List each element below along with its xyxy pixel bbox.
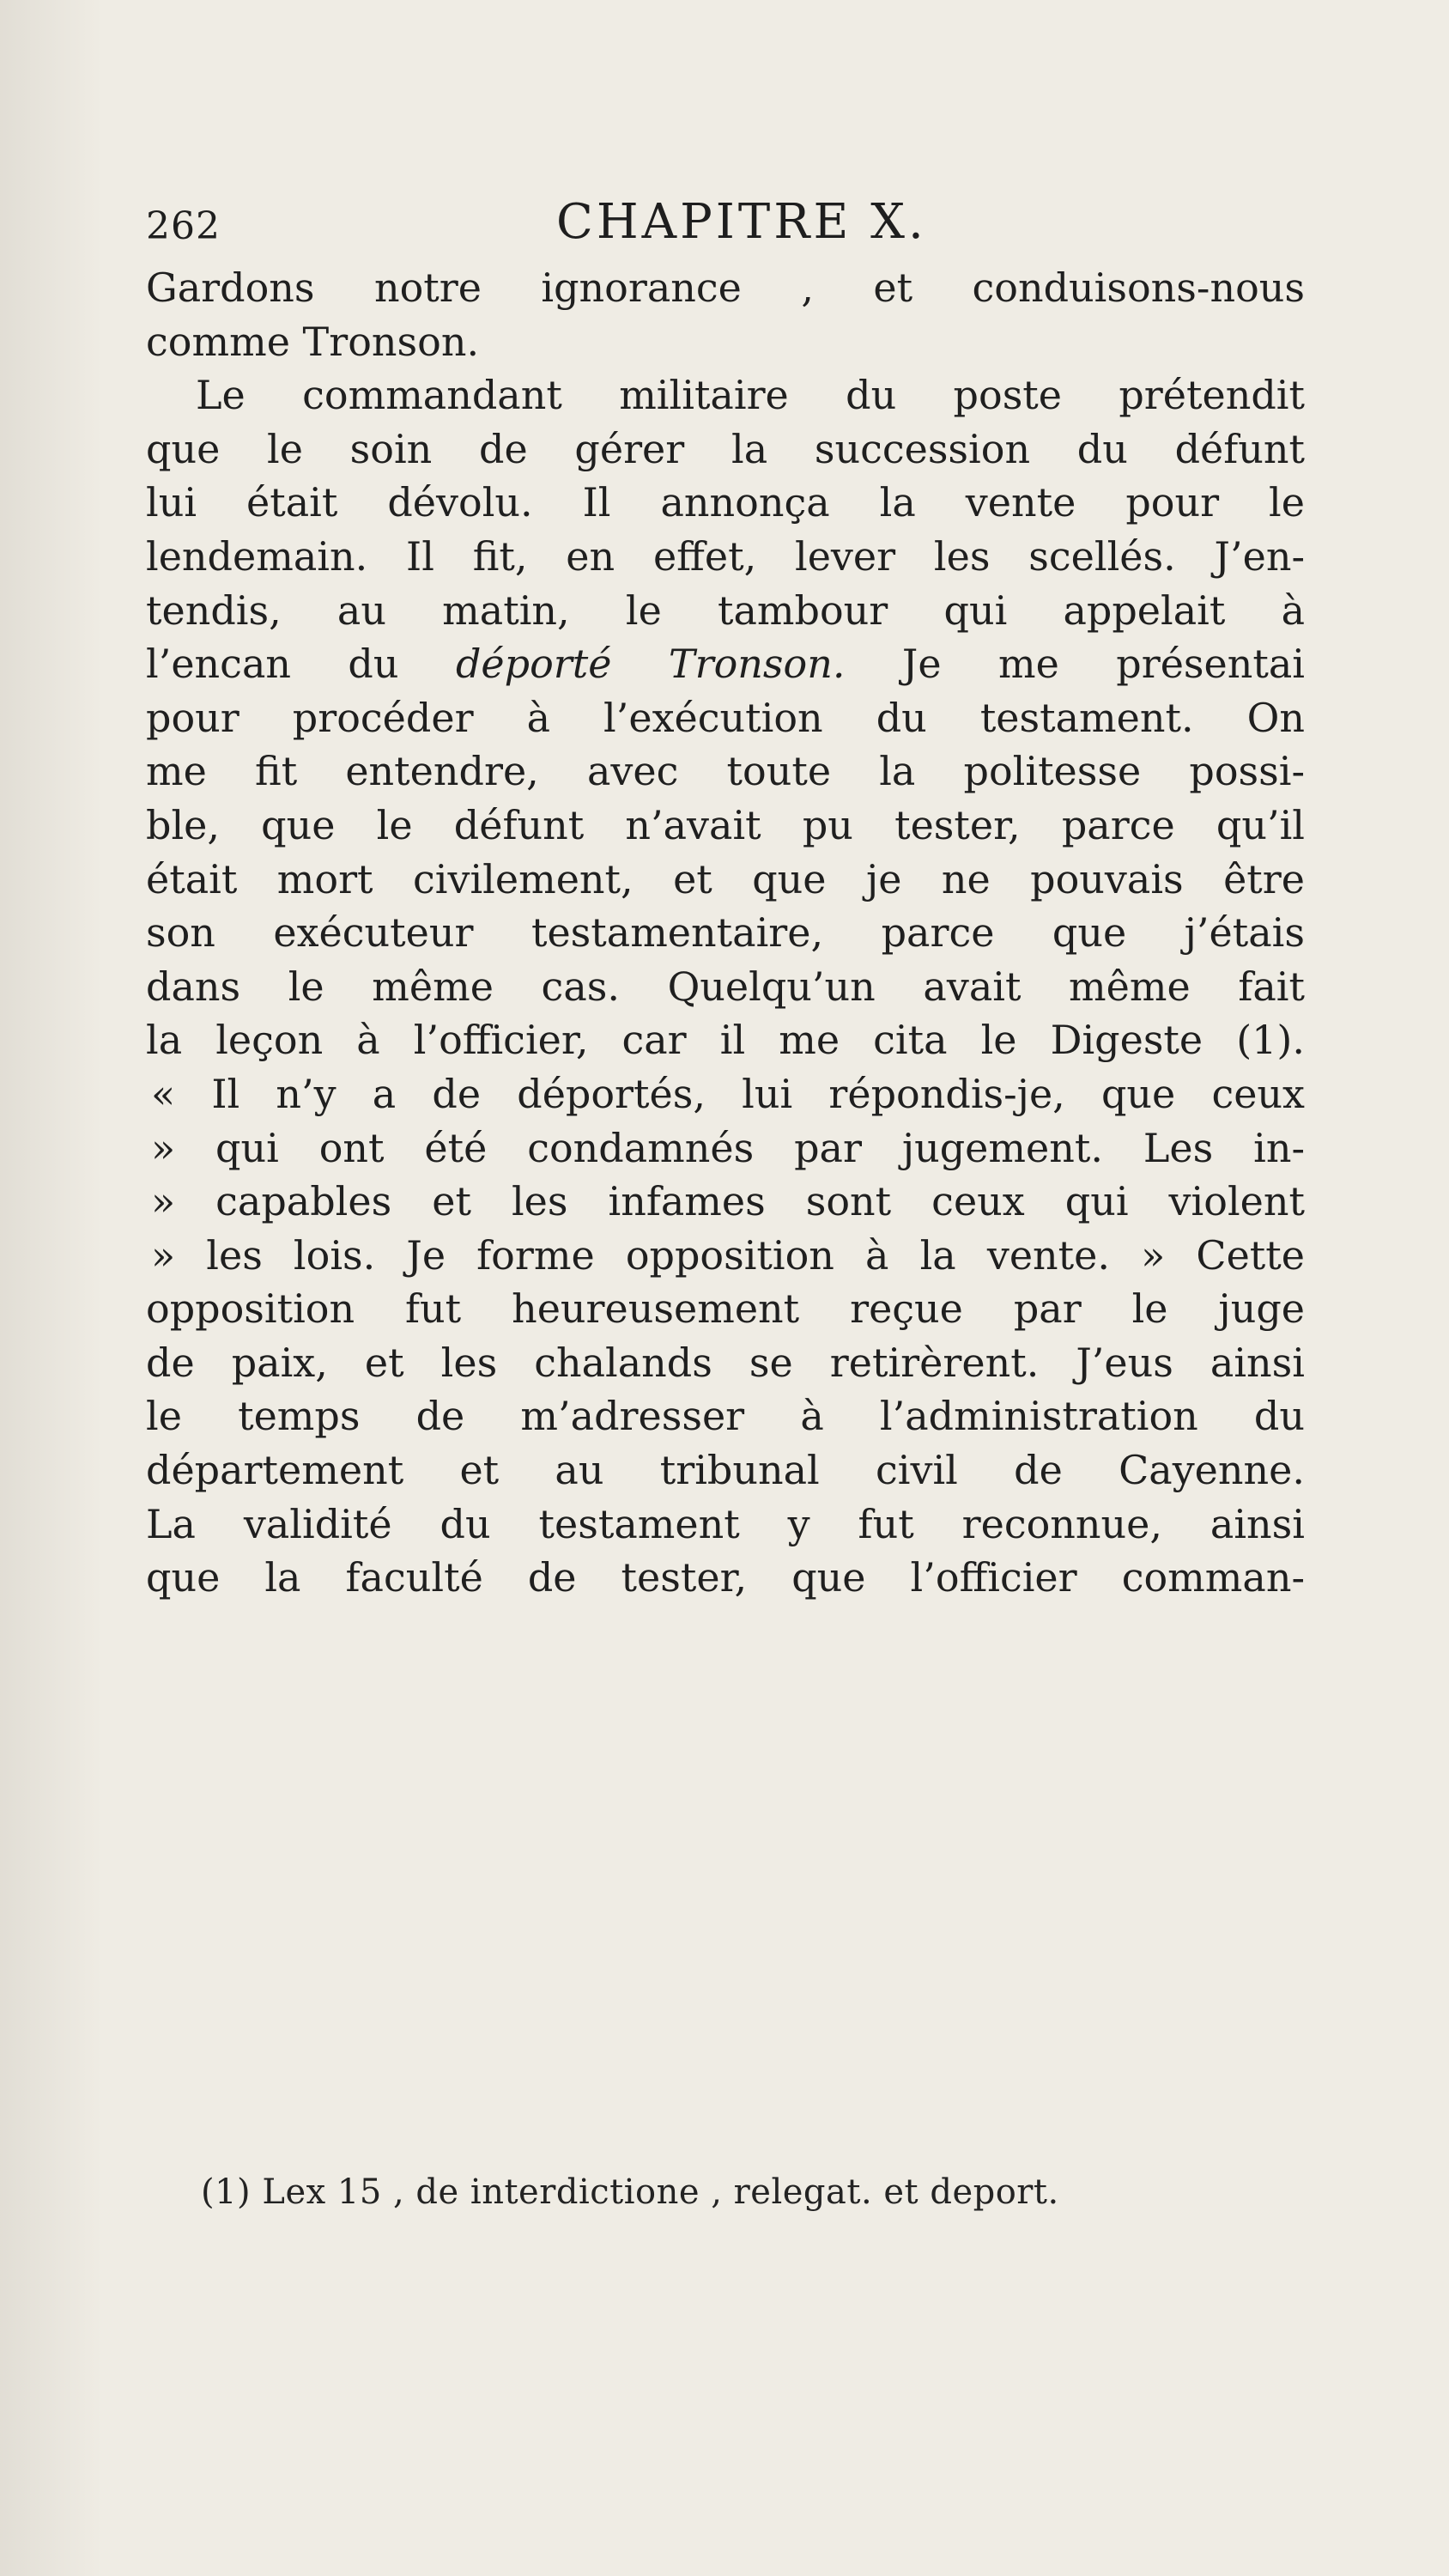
running-title: CHAPITRE X. <box>556 194 927 250</box>
text-line: Le commandant militaire du poste prétendit <box>196 372 1305 419</box>
text-line: La validité du testament y fut reconnue, ainsi <box>146 1500 1305 1547</box>
italic-phrase: déporté Tronson. <box>455 641 846 688</box>
text-line: me fit entendre, avec toute la politesse possi- <box>146 748 1305 795</box>
text-line: que le soin de gérer la succession du défunt <box>146 425 1305 472</box>
quote-line: » les lois. Je forme opposition à la vente. » Cette <box>151 1231 1305 1279</box>
text-line: Gardons notre ignorance , et conduisons-nous <box>146 264 1305 311</box>
body-text <box>146 261 1305 1605</box>
line-end: Je me présentai <box>845 641 1306 688</box>
text-line: dans le même cas. Quelqu’un avait même fait <box>146 963 1305 1010</box>
quote-line: » qui ont été condamnés par jugement. Les in- <box>151 1124 1305 1171</box>
page-header <box>146 194 1348 254</box>
text-line: que la faculté de tester, que l’officier comman- <box>146 1554 1305 1601</box>
text-line: pour procéder à l’exécution du testament. On <box>146 694 1305 741</box>
text-line: opposition fut heureusement reçue par le juge <box>146 1285 1305 1333</box>
text-line: le temps de m’adresser à l’administration du <box>146 1393 1305 1440</box>
text-line: ble, que le défunt n’avait pu tester, parce qu’il <box>146 801 1305 848</box>
line-start: l’encan du <box>146 641 456 688</box>
text-line: lendemain. Il fit, en effet, lever les scellés. J’en- <box>146 532 1305 580</box>
page-number: 262 <box>146 204 221 248</box>
quote-line: » capables et les infames sont ceux qui violent <box>151 1178 1305 1225</box>
text-line: comme Tronson. <box>146 318 480 365</box>
page-gutter-shadow <box>0 0 103 2576</box>
text-line: son exécuteur testamentaire, parce que j’étais <box>146 909 1305 957</box>
text-line: était mort civilement, et que je ne pouvais être <box>146 855 1305 902</box>
text-line: la leçon à l’officier, car il me cita le Digeste (1). <box>146 1017 1305 1064</box>
text-line: tendis, au matin, le tambour qui appelait à <box>146 586 1305 634</box>
footnote: (1) Lex 15 , de interdictione , relegat. et deport. <box>201 2172 1059 2212</box>
text-line: département et au tribunal civil de Cayenne. <box>146 1447 1305 1494</box>
text-line: lui était dévolu. Il annonça la vente pour le <box>146 479 1305 526</box>
quote-line: « Il n’y a de déportés, lui répondis-je, que ceux <box>151 1070 1305 1117</box>
text-line-with-italic <box>146 637 1305 691</box>
text-line: de paix, et les chalands se retirèrent. J’eus ainsi <box>146 1339 1305 1386</box>
